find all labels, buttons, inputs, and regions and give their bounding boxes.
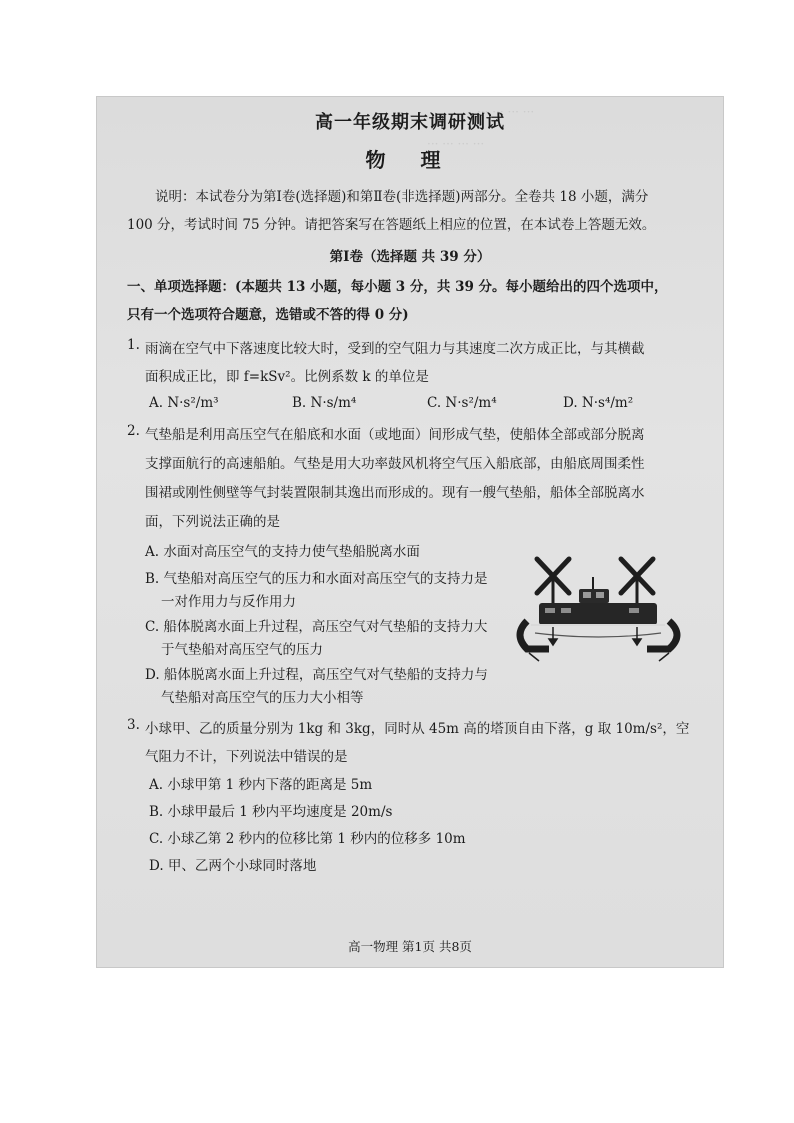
section1-heading-line-2: 只有一个选项符合题意，选错或不答的得 0 分) — [127, 307, 409, 323]
option-d: D. 船体脱离水面上升过程，高压空气对气垫船的支持力与 — [145, 667, 488, 683]
question-stem-line: 雨滴在空气中下落速度比较大时，受到的空气阻力与其速度二次方成正比，与其横截 — [145, 341, 645, 357]
option-a: A. 小球甲第 1 秒内下落的距离是 5m — [149, 777, 373, 793]
option-a: A. N·s²/m³ — [149, 395, 219, 411]
question-stem-line: 气垫船是利用高压空气在船底和水面（或地面）间形成气垫，使船体全部或部分脱离 — [145, 427, 645, 443]
question-stem-line: 小球甲、乙的质量分别为 1kg 和 3kg，同时从 45m 高的塔顶自由下落，g 取 10m/s²，空 — [145, 721, 690, 737]
option-c: C. 船体脱离水面上升过程，高压空气对气垫船的支持力大 — [145, 619, 488, 635]
option-d-continuation: 气垫船对高压空气的压力大小相等 — [161, 690, 364, 706]
question-stem-line: 面，下列说法正确的是 — [145, 514, 280, 530]
hovercraft-illustration — [509, 553, 691, 673]
question-stem-line: 气阻力不计，下列说法中错误的是 — [145, 749, 348, 765]
exam-title: 高一年级期末调研测试 — [315, 112, 505, 133]
option-c-continuation: 于气垫船对高压空气的压力 — [161, 642, 323, 658]
question-stem-line: 面积成正比，即 f=kSv²。比例系数 k 的单位是 — [145, 369, 429, 385]
instructions-line-1: 说明：本试卷分为第Ⅰ卷(选择题)和第Ⅱ卷(非选择题)两部分。全卷共 18 小题，满分 — [155, 189, 649, 205]
option-b-continuation: 一对作用力与反作用力 — [161, 594, 296, 610]
question-number: 1. — [127, 337, 140, 353]
question-stem-line: 围裙或刚性侧壁等气封装置限制其逸出而形成的。现有一艘气垫船，船体全部脱离水 — [145, 485, 645, 501]
subject-title: 物 理 — [365, 148, 455, 172]
option-d: D. N·s⁴/m² — [563, 395, 634, 411]
option-d: D. 甲、乙两个小球同时落地 — [149, 858, 317, 874]
option-c: C. N·s²/m⁴ — [427, 395, 497, 411]
bleed-through-text: ··· ··· ··· ··· — [427, 137, 485, 151]
part1-heading: 第Ⅰ卷（选择题 共 39 分） — [329, 249, 491, 265]
bleed-through-text: ··· ··· ··· ··· — [477, 105, 535, 119]
option-b: B. 小球甲最后 1 秒内平均速度是 20m/s — [149, 804, 393, 820]
option-b: B. N·s/m⁴ — [292, 395, 357, 411]
question-number: 3. — [127, 717, 140, 733]
question-stem-line: 支撑面航行的高速船舶。气垫是用大功率鼓风机将空气压入船底部，由船底周围柔性 — [145, 456, 645, 472]
option-a: A. 水面对高压空气的支持力使气垫船脱离水面 — [145, 544, 420, 560]
option-c: C. 小球乙第 2 秒内的位移比第 1 秒内的位移多 10m — [149, 831, 466, 847]
option-b: B. 气垫船对高压空气的压力和水面对高压空气的支持力是 — [145, 571, 488, 587]
section1-heading-line-1: 一、单项选择题：(本题共 13 小题，每小题 3 分，共 39 分。每小题给出的四个选项中， — [127, 279, 668, 295]
instructions-line-2: 100 分，考试时间 75 分钟。请把答案写在答题纸上相应的位置，在本试卷上答题无效。 — [127, 217, 656, 233]
question-number: 2. — [127, 423, 140, 439]
page-footer: 高一物理 第1页 共8页 — [348, 939, 472, 954]
hovercraft-icon — [509, 553, 691, 673]
exam-page — [96, 96, 724, 968]
